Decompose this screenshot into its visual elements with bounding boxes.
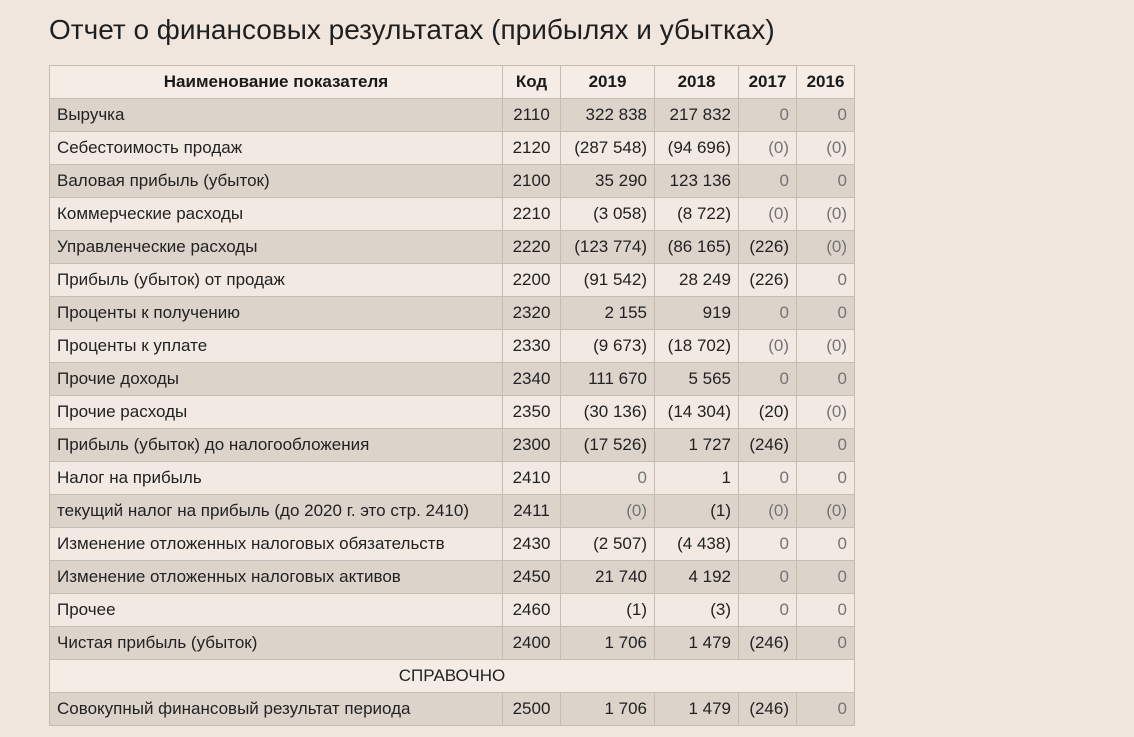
row-value-2017: (246) [739, 429, 797, 462]
row-value-2018: 1 727 [655, 429, 739, 462]
row-code: 2460 [503, 594, 561, 627]
row-value-2019: 21 740 [561, 561, 655, 594]
row-name: Выручка [50, 99, 503, 132]
table-row [50, 429, 855, 462]
row-value-2017: (0) [739, 132, 797, 165]
row-code: 2340 [503, 363, 561, 396]
row-value-2017: 0 [739, 165, 797, 198]
row-value-2017: (0) [739, 330, 797, 363]
financial-results-table [49, 65, 855, 726]
row-value-2019: 35 290 [561, 165, 655, 198]
row-name: Изменение отложенных налоговых обязательств [50, 528, 503, 561]
table-row [50, 693, 855, 726]
table-row [50, 561, 855, 594]
row-code: 2450 [503, 561, 561, 594]
row-value-2017: (20) [739, 396, 797, 429]
row-name: Проценты к получению [50, 297, 503, 330]
table-row [50, 264, 855, 297]
row-value-2018: 1 479 [655, 693, 739, 726]
row-code: 2220 [503, 231, 561, 264]
row-value-2019: (123 774) [561, 231, 655, 264]
row-value-2019: (2 507) [561, 528, 655, 561]
row-value-2018: (18 702) [655, 330, 739, 363]
row-value-2019: (3 058) [561, 198, 655, 231]
row-name: Совокупный финансовый результат периода [50, 693, 503, 726]
row-value-2019: 2 155 [561, 297, 655, 330]
table-row [50, 231, 855, 264]
row-value-2018: (3) [655, 594, 739, 627]
row-name: Прочие расходы [50, 396, 503, 429]
row-value-2016: 0 [797, 363, 855, 396]
row-value-2017: 0 [739, 99, 797, 132]
row-value-2017: 0 [739, 528, 797, 561]
row-value-2019: 111 670 [561, 363, 655, 396]
row-value-2018: (1) [655, 495, 739, 528]
row-code: 2210 [503, 198, 561, 231]
row-code: 2200 [503, 264, 561, 297]
row-value-2017: (0) [739, 495, 797, 528]
row-value-2017: (0) [739, 198, 797, 231]
row-value-2016: (0) [797, 396, 855, 429]
row-value-2016: 0 [797, 462, 855, 495]
header-year-2016: 2016 [797, 66, 855, 99]
row-code: 2320 [503, 297, 561, 330]
header-year-2018: 2018 [655, 66, 739, 99]
row-value-2016: (0) [797, 132, 855, 165]
table-row [50, 165, 855, 198]
row-value-2019: (1) [561, 594, 655, 627]
section-row [50, 660, 855, 693]
table-row [50, 627, 855, 660]
table-row [50, 462, 855, 495]
row-value-2016: 0 [797, 429, 855, 462]
table-row [50, 198, 855, 231]
row-value-2018: 5 565 [655, 363, 739, 396]
section-label: СПРАВОЧНО [50, 660, 855, 693]
row-value-2016: (0) [797, 231, 855, 264]
row-value-2019: 1 706 [561, 693, 655, 726]
row-value-2016: 0 [797, 165, 855, 198]
row-value-2016: 0 [797, 561, 855, 594]
row-value-2017: 0 [739, 462, 797, 495]
row-value-2017: (226) [739, 231, 797, 264]
row-value-2019: (91 542) [561, 264, 655, 297]
row-value-2019: (30 136) [561, 396, 655, 429]
row-value-2019: 322 838 [561, 99, 655, 132]
row-name: Валовая прибыль (убыток) [50, 165, 503, 198]
table-row [50, 495, 855, 528]
header-year-2017: 2017 [739, 66, 797, 99]
header-indicator-name: Наименование показателя [50, 66, 503, 99]
table-header-row [50, 66, 855, 99]
row-value-2017: 0 [739, 297, 797, 330]
row-name: Себестоимость продаж [50, 132, 503, 165]
row-code: 2120 [503, 132, 561, 165]
row-value-2019: 0 [561, 462, 655, 495]
row-value-2016: 0 [797, 99, 855, 132]
row-value-2018: 28 249 [655, 264, 739, 297]
header-year-2019: 2019 [561, 66, 655, 99]
row-value-2016: (0) [797, 198, 855, 231]
row-value-2019: 1 706 [561, 627, 655, 660]
table-row [50, 132, 855, 165]
row-value-2016: 0 [797, 594, 855, 627]
row-value-2018: (4 438) [655, 528, 739, 561]
table-row [50, 528, 855, 561]
row-name: Прибыль (убыток) от продаж [50, 264, 503, 297]
row-code: 2500 [503, 693, 561, 726]
row-value-2016: 0 [797, 264, 855, 297]
row-name: Проценты к уплате [50, 330, 503, 363]
table-body [50, 99, 855, 660]
row-value-2019: (9 673) [561, 330, 655, 363]
row-value-2017: (246) [739, 627, 797, 660]
row-name: Изменение отложенных налоговых активов [50, 561, 503, 594]
table-row [50, 396, 855, 429]
row-code: 2350 [503, 396, 561, 429]
row-name: Управленческие расходы [50, 231, 503, 264]
row-code: 2110 [503, 99, 561, 132]
row-value-2018: (8 722) [655, 198, 739, 231]
row-value-2019: (17 526) [561, 429, 655, 462]
row-value-2017: 0 [739, 594, 797, 627]
row-value-2016: 0 [797, 528, 855, 561]
table-footer-section [50, 660, 855, 726]
row-value-2017: (226) [739, 264, 797, 297]
row-value-2018: 123 136 [655, 165, 739, 198]
row-name: Прибыль (убыток) до налогообложения [50, 429, 503, 462]
row-value-2018: 4 192 [655, 561, 739, 594]
row-value-2018: 217 832 [655, 99, 739, 132]
row-code: 2411 [503, 495, 561, 528]
row-value-2017: 0 [739, 363, 797, 396]
page-title: Отчет о финансовых результатах (прибылях и убытках) [49, 14, 775, 45]
row-value-2016: 0 [797, 693, 855, 726]
row-value-2017: 0 [739, 561, 797, 594]
row-code: 2100 [503, 165, 561, 198]
row-code: 2300 [503, 429, 561, 462]
row-name: Налог на прибыль [50, 462, 503, 495]
row-name: Прочее [50, 594, 503, 627]
row-name: Коммерческие расходы [50, 198, 503, 231]
table-row [50, 99, 855, 132]
row-value-2018: (14 304) [655, 396, 739, 429]
table-row [50, 363, 855, 396]
row-code: 2410 [503, 462, 561, 495]
row-code: 2400 [503, 627, 561, 660]
row-name: текущий налог на прибыль (до 2020 г. это стр. 2410) [50, 495, 503, 528]
header-code: Код [503, 66, 561, 99]
table-row [50, 330, 855, 363]
row-value-2019: (287 548) [561, 132, 655, 165]
row-value-2019: (0) [561, 495, 655, 528]
row-value-2016: (0) [797, 495, 855, 528]
row-name: Чистая прибыль (убыток) [50, 627, 503, 660]
table-row [50, 594, 855, 627]
table-row [50, 297, 855, 330]
row-value-2018: (94 696) [655, 132, 739, 165]
row-value-2016: 0 [797, 297, 855, 330]
row-name: Прочие доходы [50, 363, 503, 396]
row-code: 2330 [503, 330, 561, 363]
row-code: 2430 [503, 528, 561, 561]
row-value-2016: (0) [797, 330, 855, 363]
row-value-2016: 0 [797, 627, 855, 660]
row-value-2018: 1 479 [655, 627, 739, 660]
row-value-2018: 919 [655, 297, 739, 330]
row-value-2018: 1 [655, 462, 739, 495]
row-value-2018: (86 165) [655, 231, 739, 264]
row-value-2017: (246) [739, 693, 797, 726]
